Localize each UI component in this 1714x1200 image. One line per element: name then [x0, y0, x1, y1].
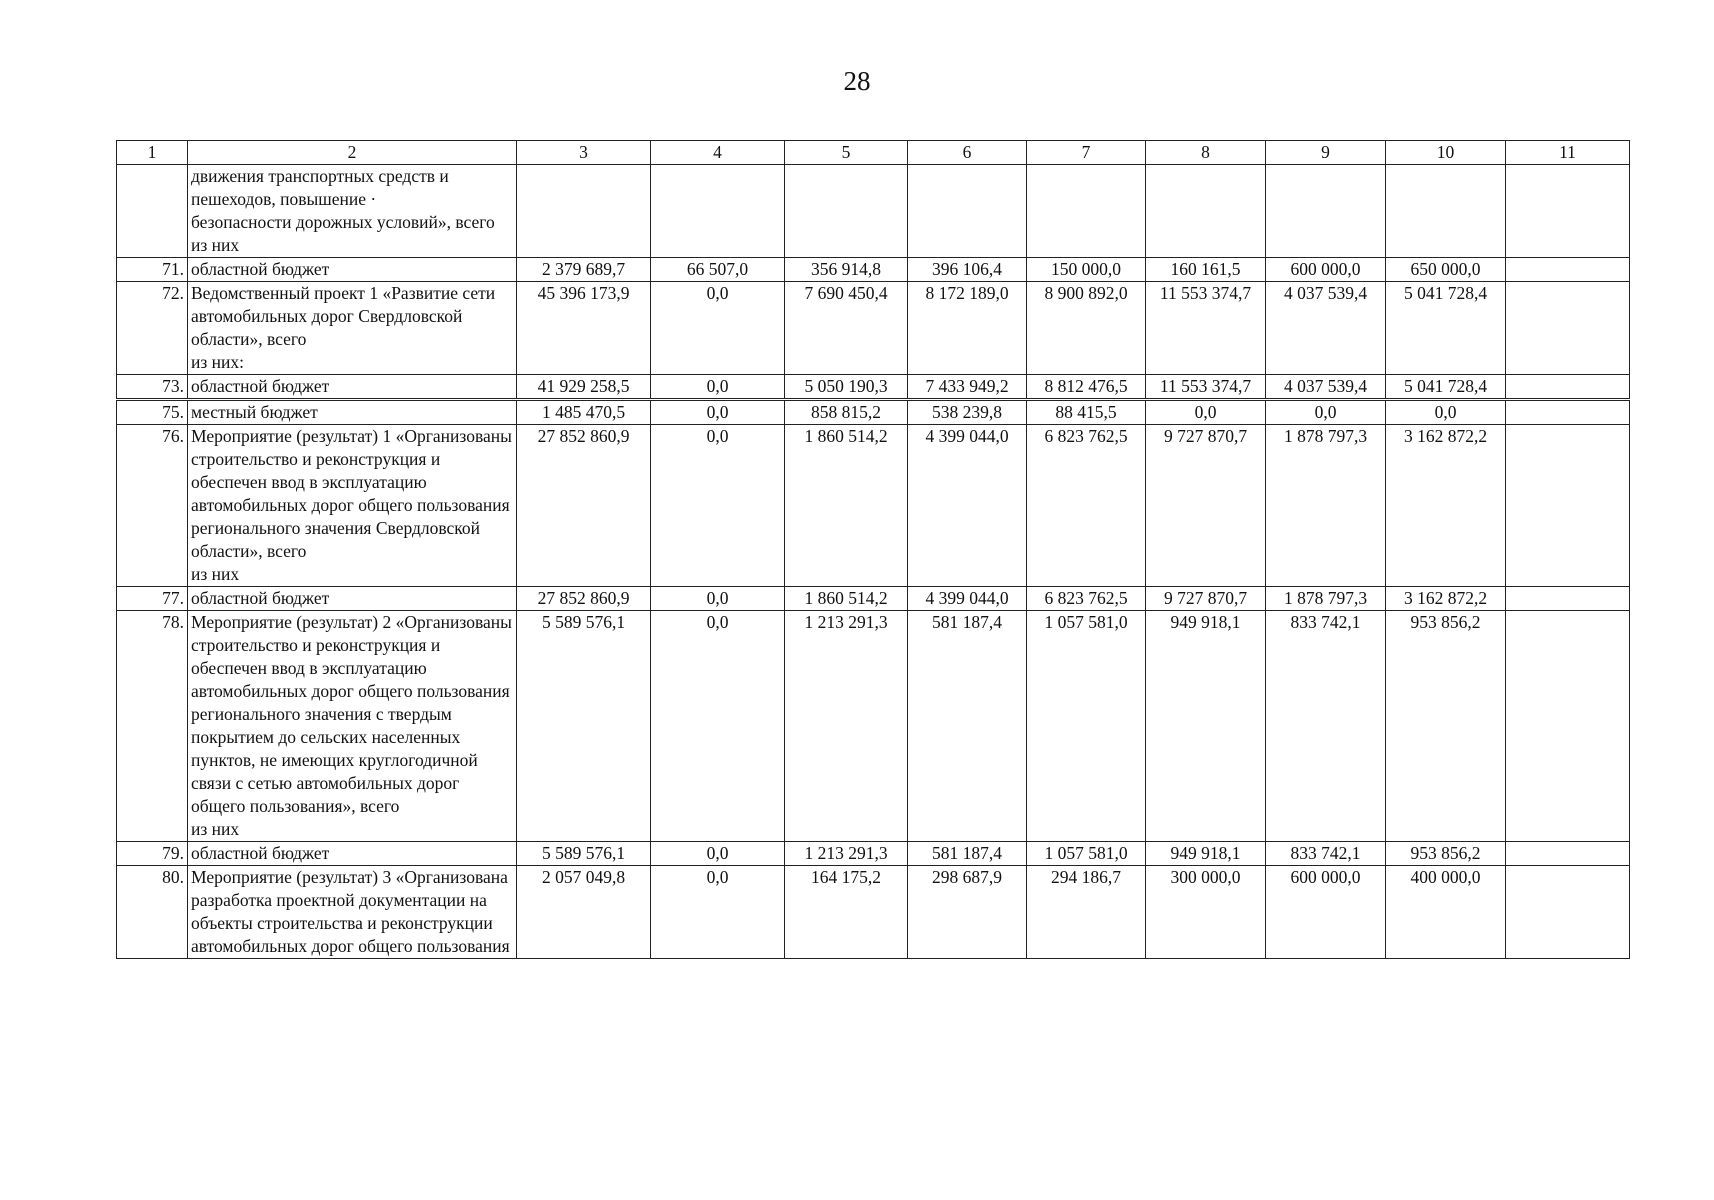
value-cell-col-5: 858 815,2 — [785, 400, 908, 425]
value-cell-col-7: 294 186,7 — [1027, 866, 1146, 959]
column-header-9: 9 — [1266, 141, 1386, 165]
value-cell-col-4: 66 507,0 — [651, 258, 785, 282]
row-number: 73. — [117, 375, 188, 400]
value-cell-col-7 — [1027, 165, 1146, 258]
value-cell-col-7: 150 000,0 — [1027, 258, 1146, 282]
value-cell-col-8: 949 918,1 — [1146, 842, 1266, 866]
value-cell-col-10: 5 041 728,4 — [1386, 375, 1506, 400]
row-number: 77. — [117, 587, 188, 611]
value-cell-col-10: 3 162 872,2 — [1386, 587, 1506, 611]
row-description: областной бюджет — [188, 587, 517, 611]
value-cell-col-11 — [1506, 258, 1630, 282]
row-number: 71. — [117, 258, 188, 282]
value-cell-col-5: 1 860 514,2 — [785, 587, 908, 611]
value-cell-col-9: 4 037 539,4 — [1266, 375, 1386, 400]
value-cell-col-11 — [1506, 611, 1630, 842]
value-cell-col-8 — [1146, 165, 1266, 258]
value-cell-col-10 — [1386, 165, 1506, 258]
value-cell-col-7: 8 812 476,5 — [1027, 375, 1146, 400]
value-cell-col-11 — [1506, 282, 1630, 375]
value-cell-col-5: 164 175,2 — [785, 866, 908, 959]
table-row — [117, 165, 1630, 258]
value-cell-col-9: 1 878 797,3 — [1266, 425, 1386, 587]
table-row — [117, 866, 1630, 959]
column-header-7: 7 — [1027, 141, 1146, 165]
value-cell-col-6: 4 399 044,0 — [908, 425, 1027, 587]
value-cell-col-8: 949 918,1 — [1146, 611, 1266, 842]
value-cell-col-7: 88 415,5 — [1027, 400, 1146, 425]
value-cell-col-3: 1 485 470,5 — [517, 400, 651, 425]
value-cell-col-3: 45 396 173,9 — [517, 282, 651, 375]
value-cell-col-6: 396 106,4 — [908, 258, 1027, 282]
value-cell-col-4: 0,0 — [651, 375, 785, 400]
value-cell-col-3: 5 589 576,1 — [517, 611, 651, 842]
value-cell-col-4: 0,0 — [651, 282, 785, 375]
value-cell-col-11 — [1506, 400, 1630, 425]
row-description: Мероприятие (результат) 1 «Организованы строительство и реконструкция и обеспечен ввод в эксплуатацию автомобильных дорог общего пользования регионального значения Свердловской области», всего из них — [188, 425, 517, 587]
value-cell-col-7: 6 823 762,5 — [1027, 587, 1146, 611]
value-cell-col-4: 0,0 — [651, 842, 785, 866]
value-cell-col-11 — [1506, 866, 1630, 959]
value-cell-col-8: 11 553 374,7 — [1146, 375, 1266, 400]
table-row — [117, 842, 1630, 866]
value-cell-col-9: 1 878 797,3 — [1266, 587, 1386, 611]
value-cell-col-5: 1 213 291,3 — [785, 842, 908, 866]
value-cell-col-8: 160 161,5 — [1146, 258, 1266, 282]
value-cell-col-11 — [1506, 587, 1630, 611]
value-cell-col-4: 0,0 — [651, 611, 785, 842]
value-cell-col-8: 9 727 870,7 — [1146, 425, 1266, 587]
column-header-11: 11 — [1506, 141, 1630, 165]
value-cell-col-9 — [1266, 165, 1386, 258]
value-cell-col-4 — [651, 165, 785, 258]
value-cell-col-4: 0,0 — [651, 866, 785, 959]
table-row — [117, 587, 1630, 611]
value-cell-col-6: 4 399 044,0 — [908, 587, 1027, 611]
value-cell-col-7: 1 057 581,0 — [1027, 842, 1146, 866]
value-cell-col-5: 356 914,8 — [785, 258, 908, 282]
row-description: областной бюджет — [188, 258, 517, 282]
table-header-row — [117, 141, 1630, 165]
table-row — [117, 611, 1630, 842]
value-cell-col-3: 27 852 860,9 — [517, 425, 651, 587]
value-cell-col-11 — [1506, 165, 1630, 258]
column-header-1: 1 — [117, 141, 188, 165]
row-description: местный бюджет — [188, 400, 517, 425]
value-cell-col-3: 41 929 258,5 — [517, 375, 651, 400]
value-cell-col-9: 833 742,1 — [1266, 842, 1386, 866]
value-cell-col-11 — [1506, 842, 1630, 866]
value-cell-col-6: 8 172 189,0 — [908, 282, 1027, 375]
value-cell-col-8: 0,0 — [1146, 400, 1266, 425]
value-cell-col-7: 6 823 762,5 — [1027, 425, 1146, 587]
value-cell-col-5 — [785, 165, 908, 258]
value-cell-col-3: 2 379 689,7 — [517, 258, 651, 282]
column-header-3: 3 — [517, 141, 651, 165]
value-cell-col-3: 27 852 860,9 — [517, 587, 651, 611]
value-cell-col-3: 2 057 049,8 — [517, 866, 651, 959]
value-cell-col-8: 300 000,0 — [1146, 866, 1266, 959]
value-cell-col-9: 600 000,0 — [1266, 258, 1386, 282]
page-number: 28 — [843, 66, 871, 96]
value-cell-col-10: 5 041 728,4 — [1386, 282, 1506, 375]
table-row — [117, 400, 1630, 425]
column-header-6: 6 — [908, 141, 1027, 165]
row-number: 72. — [117, 282, 188, 375]
value-cell-col-6: 538 239,8 — [908, 400, 1027, 425]
column-header-5: 5 — [785, 141, 908, 165]
column-header-10: 10 — [1386, 141, 1506, 165]
value-cell-col-8: 9 727 870,7 — [1146, 587, 1266, 611]
value-cell-col-6: 581 187,4 — [908, 611, 1027, 842]
value-cell-col-11 — [1506, 375, 1630, 400]
value-cell-col-6 — [908, 165, 1027, 258]
value-cell-col-9: 0,0 — [1266, 400, 1386, 425]
row-number: 75. — [117, 400, 188, 425]
value-cell-col-9: 833 742,1 — [1266, 611, 1386, 842]
value-cell-col-10: 400 000,0 — [1386, 866, 1506, 959]
value-cell-col-5: 1 860 514,2 — [785, 425, 908, 587]
value-cell-col-5: 1 213 291,3 — [785, 611, 908, 842]
value-cell-col-10: 650 000,0 — [1386, 258, 1506, 282]
value-cell-col-8: 11 553 374,7 — [1146, 282, 1266, 375]
row-description: Ведомственный проект 1 «Развитие сети автомобильных дорог Свердловской области», всего из них: — [188, 282, 517, 375]
value-cell-col-10: 0,0 — [1386, 400, 1506, 425]
row-number — [117, 165, 188, 258]
table-row — [117, 258, 1630, 282]
row-number: 79. — [117, 842, 188, 866]
value-cell-col-5: 7 690 450,4 — [785, 282, 908, 375]
table-row — [117, 425, 1630, 587]
table-row — [117, 282, 1630, 375]
value-cell-col-10: 3 162 872,2 — [1386, 425, 1506, 587]
row-number: 78. — [117, 611, 188, 842]
column-header-2: 2 — [188, 141, 517, 165]
value-cell-col-7: 8 900 892,0 — [1027, 282, 1146, 375]
value-cell-col-10: 953 856,2 — [1386, 611, 1506, 842]
row-description: Мероприятие (результат) 3 «Организована разработка проектной документации на объекты строительства и реконструкции автомобильных дорог общего пользования — [188, 866, 517, 959]
column-header-8: 8 — [1146, 141, 1266, 165]
value-cell-col-3: 5 589 576,1 — [517, 842, 651, 866]
value-cell-col-4: 0,0 — [651, 400, 785, 425]
value-cell-col-6: 298 687,9 — [908, 866, 1027, 959]
value-cell-col-6: 581 187,4 — [908, 842, 1027, 866]
value-cell-col-9: 600 000,0 — [1266, 866, 1386, 959]
value-cell-col-6: 7 433 949,2 — [908, 375, 1027, 400]
row-number: 76. — [117, 425, 188, 587]
table-row — [117, 375, 1630, 400]
value-cell-col-9: 4 037 539,4 — [1266, 282, 1386, 375]
value-cell-col-11 — [1506, 425, 1630, 587]
value-cell-col-10: 953 856,2 — [1386, 842, 1506, 866]
row-description: областной бюджет — [188, 375, 517, 400]
budget-table — [116, 140, 1630, 959]
value-cell-col-5: 5 050 190,3 — [785, 375, 908, 400]
value-cell-col-3 — [517, 165, 651, 258]
row-number: 80. — [117, 866, 188, 959]
value-cell-col-4: 0,0 — [651, 587, 785, 611]
column-header-4: 4 — [651, 141, 785, 165]
value-cell-col-4: 0,0 — [651, 425, 785, 587]
value-cell-col-7: 1 057 581,0 — [1027, 611, 1146, 842]
row-description: областной бюджет — [188, 842, 517, 866]
row-description: Мероприятие (результат) 2 «Организованы строительство и реконструкция и обеспечен ввод в эксплуатацию автомобильных дорог общего пользования регионального значения с твердым покрытием до сельских населенных пунктов, не имеющих круглогодичной связи с сетью автомобильных дорог общего пользования», всего из них — [188, 611, 517, 842]
row-description: движения транспортных средств и пешеходов, повышение · безопасности дорожных условий», всего из них — [188, 165, 517, 258]
